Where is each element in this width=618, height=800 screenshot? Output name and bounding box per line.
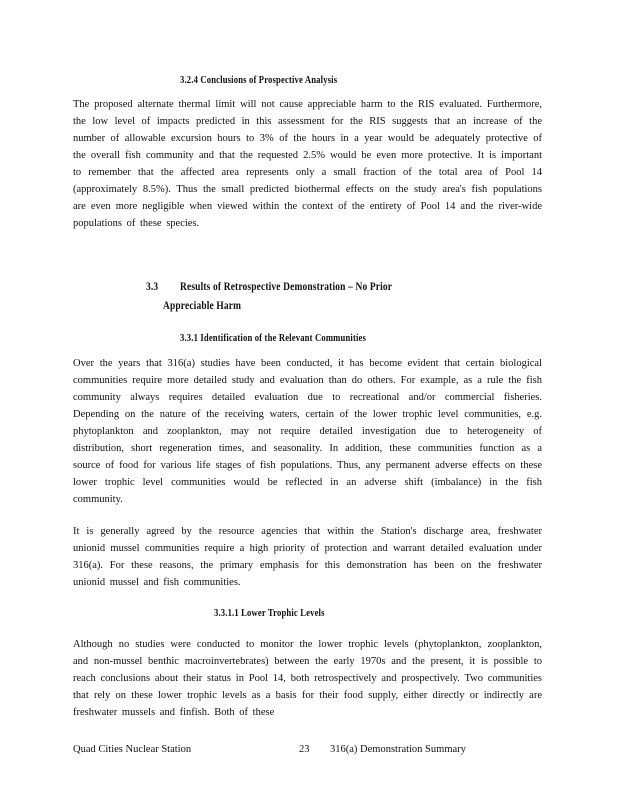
paragraph-identification: Over the years that 316(a) studies have been conducted, it has become evident that certain biological communities require more detailed study and evaluation than do others. For example, as a rule the fish community always requires detailed evaluation due to recreational and/or commercial fisheries. Depending on the nature of the receiving waters, certain of the lower trophic level communities, e.g. phytoplankton and zooplankton, may not require detailed investigation due to heterogeneity of distribution, short regeneration times, and seasonality. In addition, these communities function as a source of food for various life stages of fish populations. Thus, any permanent adverse effects on these lower trophic level communities would be reflected in an adverse shift (imbalance) in the fish community. [73, 358, 542, 505]
footer-station: Quad Cities Nuclear Station [73, 744, 192, 755]
section-heading-3-3-line1: Results of Retrospective Demonstration – No Prior [180, 281, 393, 293]
section-heading-3-3-1: 3.3.1 Identification of the Relevant Communities [180, 333, 367, 344]
section-heading-3-3-1-1: 3.3.1.1 Lower Trophic Levels [214, 608, 325, 619]
paragraph-lower-trophic: Although no studies were conducted to monitor the lower trophic levels (phytoplankton, zooplankton, and non-mussel benthic macroinvertebrates) between the early 1970s and the present, it is possible to reach conclusions about their status in Pool 14, both retrospectively and prospectively. Two communities that rely on these lower trophic levels as a basis for their food supply, either directly or indirectly are freshwater mussels and finfish. Both of these [73, 639, 542, 718]
section-heading-3-2-4: 3.2.4 Conclusions of Prospective Analysis [180, 75, 338, 86]
paragraph-mussel-priority: It is generally agreed by the resource agencies that within the Station's discharge area, freshwater unionid mussel communities require a high priority of protection and warrant detailed evaluation under 316(a). For these reasons, the primary emphasis for this demonstration has been on the freshwater unionid mussel and fish communities. [73, 526, 542, 588]
section-heading-3-3-line2: Appreciable Harm [163, 300, 242, 312]
footer-document-title: 316(a) Demonstration Summary [330, 744, 466, 755]
paragraph-conclusions: The proposed alternate thermal limit will not cause appreciable harm to the RIS evaluated. Furthermore, the low level of impacts predicted in this assessment for the RIS suggests that an increase of the number of allowable excursion hours to 3% of the hours in a year would be adequately protective of the overall fish community and that the requested 2.5% would be even more protective. It is important to remember that the affected area represents only a small fraction of the total area of Pool 14 (approximately 8.5%). Thus the small predicted biothermal effects on the study area's fish populations are even more negligible when viewed within the context of the entirety of Pool 14 and the river-wide populations of these species. [73, 99, 542, 229]
footer-page-number: 23 [299, 744, 310, 755]
section-number-3-3: 3.3 [146, 281, 159, 293]
